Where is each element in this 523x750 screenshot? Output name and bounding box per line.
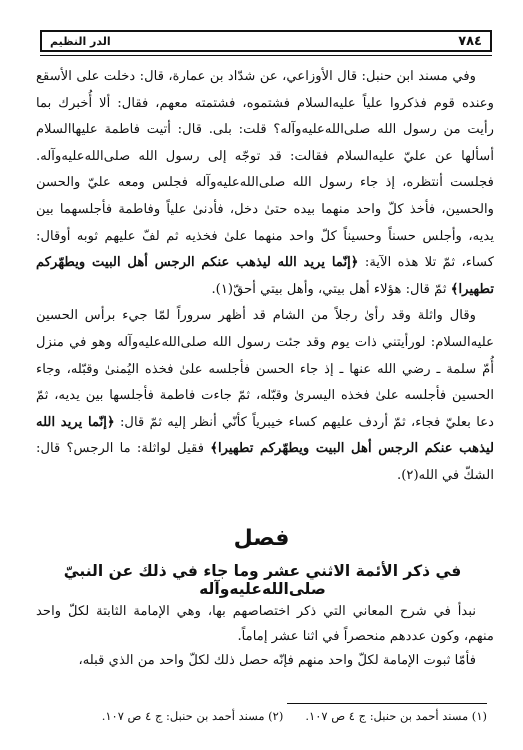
main-body bbox=[36, 64, 494, 490]
paragraph-2-text: وقال واثلة وقد رأىٰ رجلاً من الشام قد أظهر سروراً لمّا جيء برأس الحسين عليه‌السلام: لورأيتني ذات يوم وقد جئت رسول الله صلى‌الله‌عليه‌وآله وهو في منزل أُمّ سلمة ـ رضي الله عنها ـ إذ جاء الحسن فأجلسه علىٰ فخذه اليُمنىٰ وقبّله، وجاء الحسين فأجلسه علىٰ فخذه اليسرىٰ وقبّله، ثمّ جاءت فاطمة فأجلسها بين يديه، ثمّ دعا بعليّ فجاء، ثمّ أردف عليهم كساء خيبرياً كأنّي أنظر إليه ثمّ قال: bbox=[36, 308, 494, 430]
page-number: ٧٨٤ bbox=[458, 33, 482, 49]
footnote-rule bbox=[287, 703, 487, 704]
quran-verse: ﴿إنّما يريد الله ليذهب عنكم الرجس أهل البيت ويطهّركم تطهيرا﴾ bbox=[36, 414, 494, 457]
paragraph-1 bbox=[36, 64, 494, 303]
section-body bbox=[36, 600, 494, 674]
footnote-2: (٢) مسند أحمد بن حنبل: ج ٤ ص ١٠٧. bbox=[101, 709, 284, 723]
quran-verse: ﴿إنّما يريد الله ليذهب عنكم الرجس أهل البيت ويطهّركم تطهيرا﴾ bbox=[36, 255, 494, 297]
header-rule bbox=[40, 55, 492, 56]
section-title: في ذكر الأئمة الاثني عشر وما جاء في ذلك عن النبيّ صلى‌الله‌عليه‌وآله bbox=[63, 562, 462, 598]
paragraph-1-text: وفي مسند ابن حنبل: قال الأوزاعي، عن شدّاد بن عمارة، قال: دخلت على الأسقع وعنده قوم فذكروا علياً عليه‌السلام فشتموه، فشتمته معهم، فقال: ألا أُخبرك بما رأيت من رسول الله صلى‌الله‌عليه‌وآله؟ قلت: بلى. قال: أتيت فاطمة عليها‌السلام أسألها عن عليّ عليه‌السلام فقالت: قد توجّه إلى رسول الله صلى‌الله‌عليه‌وآله. فجلست أنتظره، إذ جاء رسول الله صلى‌الله‌عليه‌وآله فجلس ومعه عليّ والحسن والحسين، فأخذ كلّ واحد منهما بيده حتىٰ دخل، فأدنىٰ علياً وفاطمة فأجلسهما بين يديه، وأجلس حسناً وحسيناً كلّ واحد منهما علىٰ فخذيه ثم لفّ عليهم ثوبه أوقال: كساء، ثمّ تلا هذه الآية: bbox=[36, 69, 494, 271]
section-paragraph-2: فأمّا ثبوت الإمامة لكلّ واحد منهم فإنّه حصل ذلك لكلّ واحد من الذي قبله، bbox=[78, 653, 476, 668]
footnotes bbox=[29, 709, 487, 723]
paragraph-2-text-end: فقيل لواثلة: ما الرجس؟ قال: الشكّ في الله(٢). bbox=[36, 441, 494, 483]
running-header bbox=[40, 30, 492, 52]
paragraph-2 bbox=[36, 303, 494, 489]
footnote-1: (١) مسند أحمد بن حنبل: ج ٤ ص ١٠٧. bbox=[305, 709, 487, 723]
section-paragraph-1: نبدأ في شرح المعاني التي ذكر اختصاصهم بها، وهي الإمامة الثابتة لكلّ واحد منهم، وكون عددهم منحصراً في اثنا عشر إماماً. bbox=[36, 604, 494, 644]
book-title: الدر النظيم bbox=[50, 34, 111, 48]
section-heading: فصل bbox=[233, 526, 290, 551]
paragraph-1-text-end: ثمّ قال: هؤلاء أهل بيتي، وأهل بيتي أحقّ(١). bbox=[211, 281, 451, 297]
